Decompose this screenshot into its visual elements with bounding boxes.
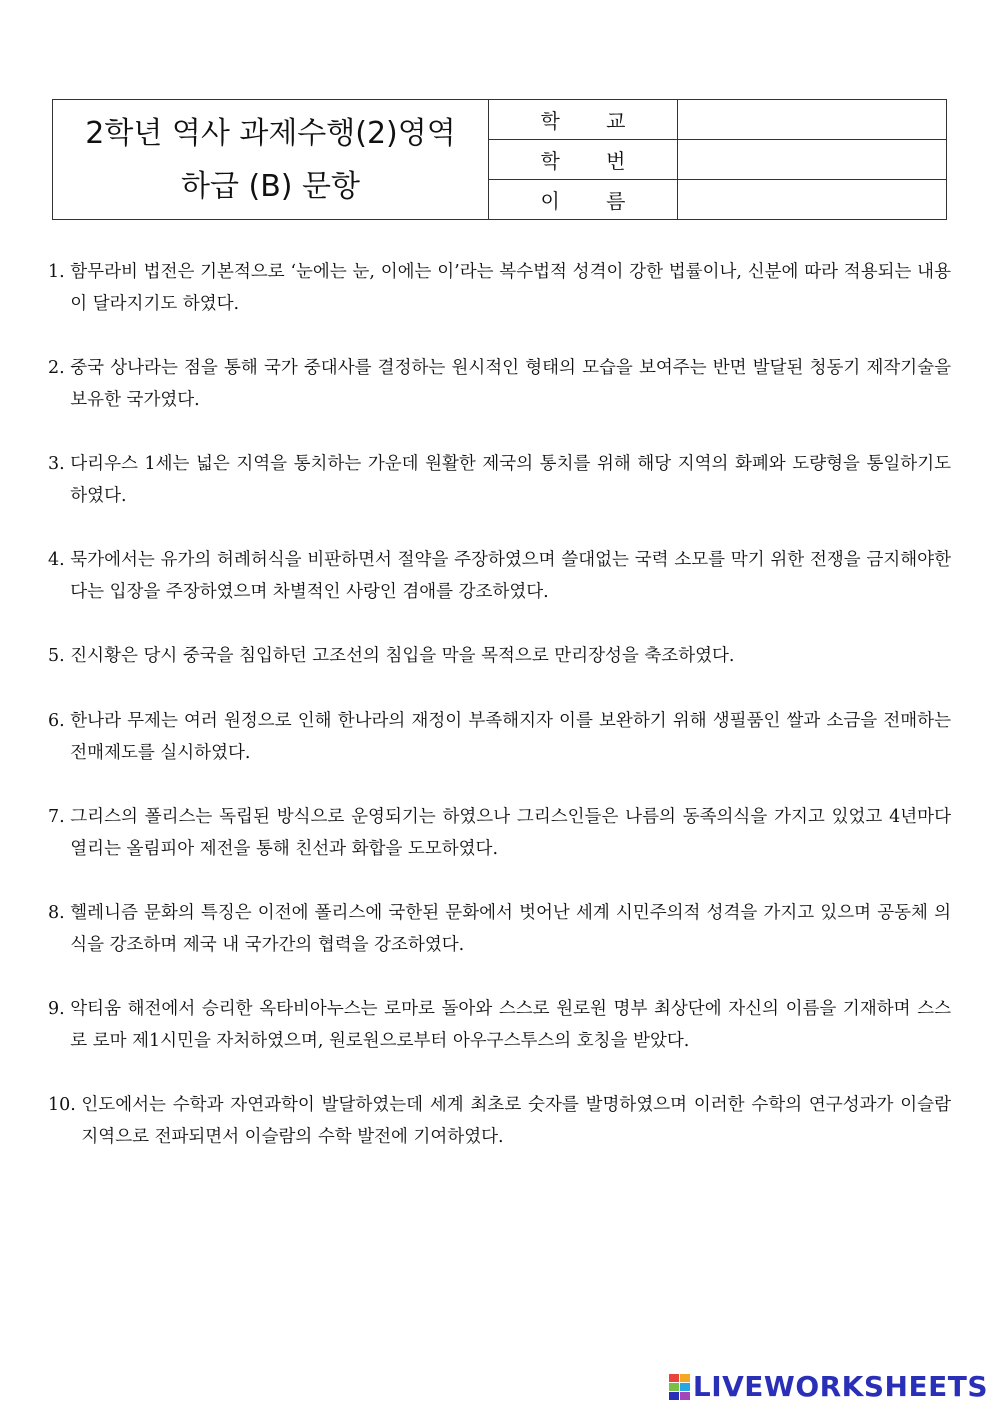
question-text: 인도에서는 수학과 자연과학이 발달하였는데 세계 최초로 숫자를 발명하였으며 이러한 수학의 연구성과가 이슬람 지역으로 전파되면서 이슬람의 수학 발전에 기여하였다. [81, 1095, 951, 1147]
question-list [48, 256, 951, 1153]
title-line-1: 2학년 역사 과제수행(2)영역 [85, 115, 456, 151]
liveworksheets-logo [669, 1370, 988, 1403]
question-item [48, 705, 951, 769]
question-item [48, 993, 951, 1057]
student-info-area [489, 100, 946, 219]
question-item [48, 640, 951, 672]
question-number: 7. [48, 807, 71, 827]
question-number: 2. [48, 358, 71, 378]
name-field[interactable] [678, 180, 946, 219]
question-text: 묵가에서는 유가의 허례허식을 비판하면서 절약을 주장하였으며 쓸대없는 국력 소모를 막기 위한 전쟁을 금지해야한다는 입장을 주장하였으며 차별적인 사랑인 겸애를 강조하였다. [70, 550, 951, 602]
question-number: 9. [48, 999, 71, 1019]
question-item [48, 256, 951, 320]
student-number-label: 학 번 [489, 140, 678, 179]
name-label: 이 름 [489, 180, 678, 219]
question-item [48, 897, 951, 961]
logo-square [669, 1383, 679, 1391]
question-number: 6. [48, 711, 71, 731]
question-item [48, 544, 951, 608]
liveworksheets-mark-icon [669, 1374, 690, 1400]
logo-text: LIVEWORKSHEETS [692, 1370, 988, 1403]
question-text: 함무라비 법전은 기본적으로 ‘눈에는 눈, 이에는 이’라는 복수법적 성격이 강한 법률이나, 신분에 따라 적용되는 내용이 달라지기도 하였다. [70, 262, 951, 314]
student-number-field[interactable] [678, 140, 946, 179]
question-text: 진시황은 당시 중국을 침입하던 고조선의 침입을 막을 목적으로 만리장성을 축조하였다. [70, 646, 735, 666]
question-text: 한나라 무제는 여러 원정으로 인해 한나라의 재정이 부족해지자 이를 보완하기 위해 생필품인 쌀과 소금을 전매하는 전매제도를 실시하였다. [70, 711, 951, 763]
logo-square [680, 1374, 690, 1382]
header-table [52, 99, 947, 220]
question-number: 8. [48, 903, 71, 923]
logo-square [669, 1374, 679, 1382]
question-number: 4. [48, 550, 71, 570]
logo-square [669, 1392, 679, 1400]
question-text: 다리우스 1세는 넓은 지역을 통치하는 가운데 원활한 제국의 통치를 위해 해당 지역의 화폐와 도량형을 통일하기도 하였다. [70, 454, 951, 506]
question-item [48, 1089, 951, 1153]
question-number: 1. [48, 262, 71, 282]
question-number: 5. [48, 646, 71, 666]
question-text: 악티움 해전에서 승리한 옥타비아누스는 로마로 돌아와 스스로 원로원 명부 최상단에 자신의 이름을 기재하며 스스로 로마 제1시민을 자처하였으며, 원로원으로부터 아우구스투스의 호칭을 받았다. [70, 999, 951, 1051]
title-line-2: 하급 (B) 문항 [181, 168, 360, 204]
info-row-student-number [489, 140, 946, 180]
question-item [48, 448, 951, 512]
info-row-school [489, 100, 946, 140]
question-text: 중국 상나라는 점을 통해 국가 중대사를 결정하는 원시적인 형태의 모습을 보여주는 반면 발달된 청동기 제작기술을 보유한 국가였다. [70, 358, 951, 410]
school-field[interactable] [678, 100, 946, 139]
question-text: 그리스의 폴리스는 독립된 방식으로 운영되기는 하였으나 그리스인들은 나름의 동족의식을 가지고 있었고 4년마다 열리는 올림피아 제전을 통해 친선과 화합을 도모하였다. [70, 807, 951, 859]
worksheet-title [53, 100, 489, 219]
question-number: 10. [48, 1095, 82, 1115]
logo-square [680, 1383, 690, 1391]
question-item [48, 352, 951, 416]
question-text: 헬레니즘 문화의 특징은 이전에 폴리스에 국한된 문화에서 벗어난 세계 시민주의적 성격을 가지고 있으며 공동체 의식을 강조하며 제국 내 국가간의 협력을 강조하였다. [70, 903, 951, 955]
question-item [48, 801, 951, 865]
logo-square [680, 1392, 690, 1400]
question-number: 3. [48, 454, 71, 474]
school-label: 학 교 [489, 100, 678, 139]
info-row-name [489, 180, 946, 219]
